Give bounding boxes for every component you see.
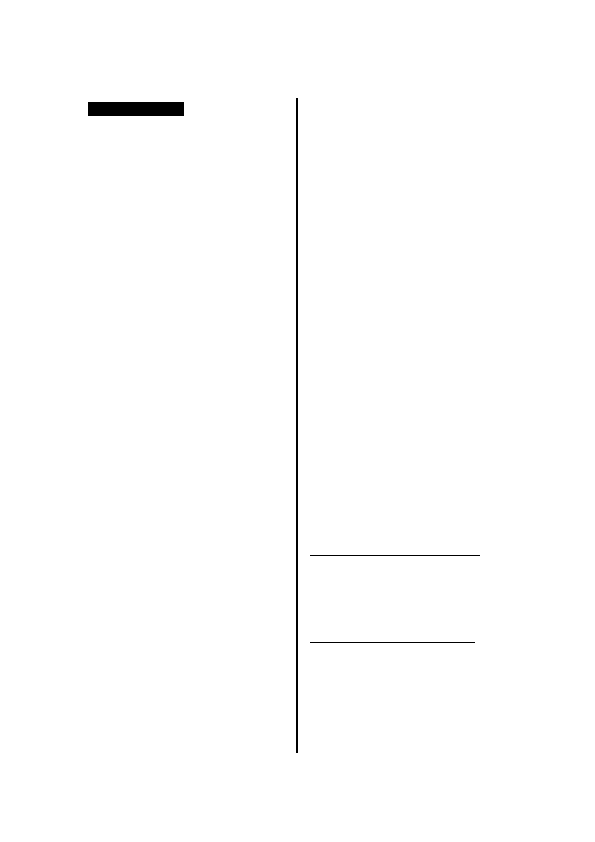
document-title-box xyxy=(88,102,184,116)
right-section-3-heading xyxy=(310,642,475,643)
right-section-2-subheading xyxy=(310,555,480,556)
column-divider xyxy=(296,98,298,753)
